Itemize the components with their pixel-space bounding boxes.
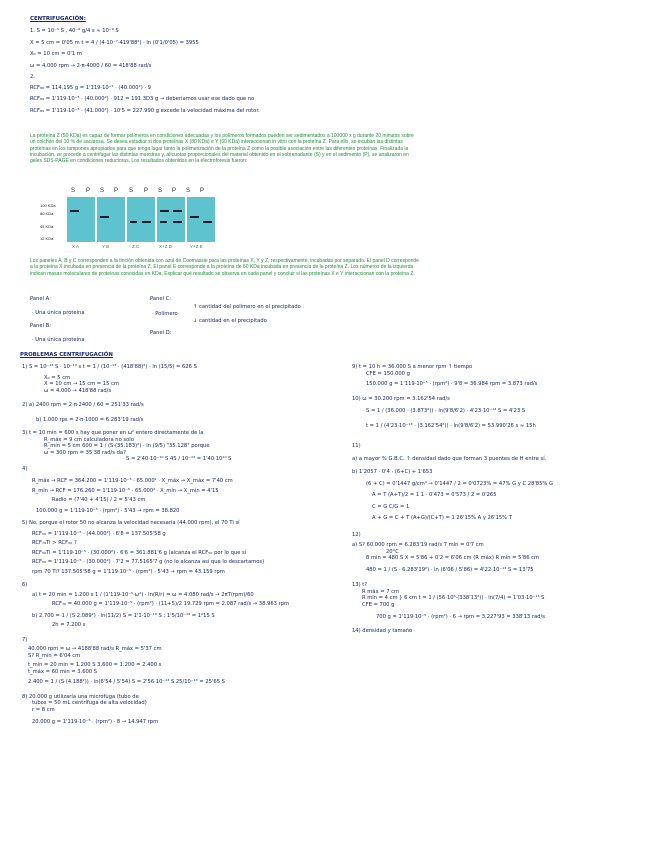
gel-panel-e bbox=[187, 197, 215, 242]
work-line: 6) bbox=[22, 582, 28, 588]
top-line: 1. S = 10⁻⁵ S , 40⁻⁹ g/4 s ≈ 10⁻⁹ S bbox=[30, 28, 119, 34]
work-line: a) a mayor % G.B.C. ↑ densidad dado que forman 3 puentes de H entre sí. bbox=[352, 455, 547, 462]
work-line: a) t = 20 min = 1.200 s 1 / (1'119·10⁻⁵·ω²) · ln(R/r) = ω = 4.080 rad/s → 2πT(rpm)/60 bbox=[32, 591, 254, 598]
work-line: R_máx → RCF = 364.200 = 1'119·10⁻⁵ · 65.000² · X_máx → X_máx = 7'40 cm bbox=[32, 478, 233, 484]
work-line: 9) t = 10 h = 36.000 S a menor rpm ↑ tiempo bbox=[352, 364, 473, 370]
gel-band bbox=[203, 221, 212, 223]
work-line: RCF₇₀ = 40.000 g = 1'119·10⁻⁵ · (rpm²) · (11+5)/2 19.729 rpm = 2.087 rad/s → 38.963 rpm bbox=[52, 601, 290, 607]
left-column bbox=[22, 364, 342, 726]
work-line: ω = 4.000 → 418'88 rad/s bbox=[44, 387, 112, 394]
mw-marker: 100 KDa bbox=[40, 203, 56, 208]
work-line: 14) densidad y tamaño bbox=[352, 627, 413, 634]
work-line: ω = 300 rpm = 35'38 rad/s da? bbox=[44, 449, 126, 456]
right-column bbox=[352, 364, 642, 634]
panel-note: Panel C: bbox=[150, 296, 172, 302]
work-line: X₀ = 5 cm bbox=[44, 374, 71, 381]
work-line: t = 1 / (4'23·10⁻¹³ · (3.162'54²)) · ln(9'8/6'2) = 53.990'26 s ≈ 15h bbox=[366, 422, 536, 429]
gel-band bbox=[190, 216, 199, 218]
lane-header: S bbox=[71, 188, 76, 194]
gel-panel-c bbox=[127, 197, 155, 242]
top-line: X = 5 cm = 0'05 m t = 4 / (4·10⁻⁷·419'88²) · ln (0'1/0'05) = 3955 bbox=[30, 39, 199, 46]
work-line: X = 10 cm → 15 cm = 15 cm bbox=[44, 381, 119, 387]
lane-header: S bbox=[129, 188, 134, 194]
work-line: 12) bbox=[352, 531, 361, 538]
work-line: A + G = C + T (A+G)/(C+T) = 1 26'15% A y 26'15% T bbox=[372, 515, 512, 521]
gel-band bbox=[173, 210, 182, 212]
work-line: S? R_mín = 6'04 cm bbox=[28, 652, 81, 659]
work-line: 700 g = 1'119·10⁻⁵ · (rpm²) · 6 → rpm = 3.227'93 = 338'13 rad/s bbox=[376, 614, 545, 620]
work-line: Radio = (7'40 + 4'15) / 2 = 5'43 cm bbox=[52, 497, 146, 503]
section-header: CENTRIFUGACIÓN: bbox=[30, 16, 86, 22]
work-line: tubos = 50 mL centrífuga de alta velocidad) bbox=[32, 700, 147, 706]
gel-band bbox=[160, 210, 169, 212]
mw-marker: 80 KDa bbox=[40, 211, 54, 216]
work-line: A = T (A+T)/2 = 1 1 · 0'473 = 0'573 / 2 = 0'265 bbox=[372, 492, 497, 498]
work-line: 11) bbox=[352, 443, 361, 449]
top-line: 2. bbox=[30, 74, 35, 80]
mw-marker: 45 KDa bbox=[40, 224, 54, 229]
work-line: CFE = 700 g bbox=[362, 601, 395, 608]
work-line: 2) a) 2400 rpm = 2·π·2400 / 60 = 251'33 rad/s bbox=[22, 402, 144, 408]
problem-statement-2: Los paneles A, B y C corresponden a la tinción obtenida con azul de Coomassie para las proteínas X, Y y Z, respectivamente, incubadas por separado. El panel D corresponde a la proteína X incubada en presencia de la proteína Z. El panel E corresponde a la proteína de 60 KDa incubada en presencia de la proteína Z. Los números de la izquierda indican masas moleculares de proteínas conocidas en KDa. Explicar qué resultado se observa en cada panel y concluir si las proteínas X e Y interaccionan con la proteína Z. bbox=[30, 258, 419, 277]
lane-header: S bbox=[100, 188, 105, 194]
panel-label: Z C bbox=[132, 244, 140, 249]
work-line: a) S? 60.000 rpm = 6.283'19 rad/s 7 min = 0'7 cm bbox=[352, 542, 484, 548]
top-line: RCF₈₀ = 1'119·10⁻⁵ · (40.000²) · 912 = 191.3D3 g → deberíamos usar ese dado que no bbox=[30, 96, 255, 102]
work-line: rpm 70 Ti? 137.505'58 g = 1'119·10⁻⁵ · (rpm²) · 5'43 → rpm = 43.159 rpm bbox=[32, 568, 225, 575]
work-line: RCF₇₀Ti > RCF₅₀ ? bbox=[32, 540, 77, 546]
problems-title: PROBLEMAS CENTRIFUGACIÓN bbox=[20, 352, 113, 358]
top-line: X₀ = 10 cm = 0'1 m bbox=[30, 51, 82, 57]
work-line: 2.400 = 1 / (S·(4.188²)) · ln(6'54 / 5'54) S = 2'56·10⁻¹³ S 25/10⁻¹³ = 25'65 S bbox=[28, 679, 225, 685]
gel-band bbox=[130, 221, 137, 223]
work-line: b) 2.700 = 1 / (S·2.089²) · ln(11/2) S = 1'1·10⁻¹³ S ; 1'5/10⁻¹³ = 1⁶15 S bbox=[32, 612, 215, 619]
gel-band bbox=[142, 221, 151, 223]
panel-note: ↑ cantidad del polímero en el precipitado bbox=[193, 304, 301, 310]
work-line: 150.000 g = 1'119·10⁻⁵ · (rpm²) · 9'8 = 36.984 rpm = 3.873 rad/s bbox=[366, 381, 538, 387]
lane-header: S bbox=[186, 188, 191, 194]
work-line: 100.000 g = 1'119·10⁻⁵ · (rpm²) · 5'43 → rpm = 38.820 bbox=[36, 507, 180, 514]
work-line: S = 1 / (36.000 · (3.873²)) · ln(9'8/6'2) · 4'23·10⁻¹³ S = 4'23 S bbox=[366, 408, 526, 414]
gel-panel-a bbox=[67, 197, 95, 242]
work-line: CFE = 150.000 g bbox=[366, 370, 410, 377]
top-line: ω = 4.000 rpm → 2·π·4000 / 60 = 418'88 rad/s bbox=[30, 62, 152, 69]
work-line: 4) bbox=[22, 465, 28, 472]
gel-band bbox=[100, 216, 109, 218]
work-line: (6 + C) = 0'1447 g/cm³ → 0'1447 / 2 = 0'0723% = 47% G y C 28'85% G bbox=[366, 480, 553, 487]
problem-statement: La proteína Z (50 KDa) es capaz de formar polímeros en condiciones adecuadas y los polímeros formados pueden ser sedimentados a 100000 x g durante 20 minutos sobre un colchón del 10 % de sacarosa. Se desea estudiar si dos proteínas X (80 KDa) e Y (60 KDa) interaccionan in vitro con la proteína Z. Para ello, se incuban las distintas proteínas en los tampones apropiados para que tenga lugar tanto la polimerización de la proteína Z como la posible asociación entre las diferentes proteínas. Finalizada la incubación, se procede a centrifugar las distintas muestras y, alícuotas proporcionales del material obtenido en el sobrenadante (S) y en el sedimento (P), se analizaron en geles SDS-PAGE en condiciones reductoras. Los resultados obtenidos en la electroforesis fueron: bbox=[30, 133, 414, 164]
work-line: r = 8 cm bbox=[32, 706, 55, 713]
lane-header: P bbox=[144, 188, 149, 194]
work-line: 20°C bbox=[386, 548, 399, 555]
top-line: RCF₈₀ = 114,195 g = 1'119·10⁻⁵ · (40.000²) · 9 bbox=[30, 84, 151, 91]
gel-panel-d bbox=[157, 197, 185, 242]
work-line: t_máx = 60 min = 3.600 S bbox=[28, 668, 98, 675]
work-line: 5) No, porque el rotor 50 no alcanza la velocidad necesaria (44.000 rpm), el 70 Ti sí bbox=[22, 520, 240, 526]
work-line: 1) S = 10⁻¹³ S · 10⁻¹³ s t = 1 / (10⁻¹³ · (418'88)²) · ln (15/5) = 626 S bbox=[22, 364, 197, 370]
top-line: RCF₈₀ = 1'119·10⁻⁵ · (41.000²) · 10'5 = 227.990 g excede la velocidad máxima del rotor. bbox=[30, 107, 260, 114]
work-line: RCF₅₀Ti = 1'119·10⁻⁵ · (30.000²) · 6'6 = 361.881'6 g (alcanza el RCF₅₀ por lo que sí bbox=[32, 549, 247, 556]
work-line: C = G C/G = 1 bbox=[372, 503, 410, 510]
work-line: RCF₅₀ = 1'119·10⁻⁵ · (30.000²) · 7'2 = 77.5165'7 g (no lo alcanza así que lo descartamos) bbox=[32, 559, 265, 565]
work-line: S = 2'40·10⁻¹⁰ S 4S / 10⁻¹³ = 1'40·10¹⁰ S bbox=[126, 456, 232, 462]
gel-band bbox=[160, 221, 167, 223]
panel-label: X+Z D bbox=[159, 244, 172, 249]
panel-note: Panel B: bbox=[30, 323, 51, 329]
work-line: 10) ω = 30.200 rpm = 3.162'54 rad/s bbox=[352, 395, 450, 402]
work-line: b) 1.000 rps = 2·π·1000 = 6.283'19 rad/s bbox=[36, 416, 144, 423]
work-line: 13) t? bbox=[352, 582, 368, 588]
panel-note: · Una única proteína bbox=[32, 310, 85, 316]
work-line: R_mín → RCF = 176.260 = 1'119·10⁻⁵ · 65.000² · X_mín → X_mín = 4'15 bbox=[32, 487, 219, 494]
gel-band bbox=[173, 221, 182, 223]
work-line: R_máx = 9 cm calculadora no solo bbox=[44, 436, 134, 443]
lane-header: P bbox=[200, 188, 205, 194]
panel-note: · Una única proteína bbox=[32, 337, 85, 343]
lane-header: P bbox=[172, 188, 177, 194]
work-line: 480 = 1 / (S · 6.283'19²) · ln (6'06 / 5'86) = 4'22·10⁻¹³ S = 13'75 bbox=[366, 566, 534, 573]
mw-marker: 12 KDa bbox=[40, 236, 54, 241]
panel-label: X A bbox=[72, 244, 80, 249]
lane-header: P bbox=[86, 188, 91, 194]
gel-band bbox=[70, 210, 79, 212]
work-line: RCF₅₀ = 1'119·10⁻⁵ · (44.000²) · 6'8 = 137.505'58 g bbox=[32, 530, 166, 537]
gel-panel-b bbox=[97, 197, 125, 242]
panel-label: Y+Z E bbox=[190, 244, 203, 249]
work-line: 40.000 rpm = ω → 4188'88 rad/s R_máx = 5'37 cm bbox=[28, 646, 162, 652]
work-line: R mín = 4 cm } 6 cm t = 1 / (56·10⁶·(338'13²)) · ln(7/4) = 1'03·10⁻¹³ S bbox=[362, 595, 545, 601]
panel-note: Panel A: bbox=[30, 296, 51, 302]
top-worked-block bbox=[30, 28, 260, 114]
work-line: R_mín = 5 cm 600 = 1 / (S·(35.183)²) · ln (9/5) "35.128" porque bbox=[44, 443, 210, 449]
work-line: 20.000 g = 1'119·10⁻⁵ · (rpm²) · 8 → 14.947 rpm bbox=[32, 719, 159, 725]
work-line: 2h = 7.200 s bbox=[52, 622, 86, 628]
lane-header: S bbox=[158, 188, 163, 194]
work-line: 3) t = 10 min = 600 s hay que poner en ω² entero directamente de la bbox=[22, 430, 204, 436]
panel-note: · Polímero bbox=[152, 311, 178, 317]
work-line: b) 1'2057 · 0'4 · (6+C) + 1'653 bbox=[352, 469, 433, 475]
work-line: t_mín = 20 min = 1.200 S 3.600 = 1.200 = 2.400 s bbox=[28, 662, 162, 668]
panel-label: Y B bbox=[102, 244, 110, 249]
work-line: 8 min = 480 S X = 5'86 + 0'2 = 6'06 cm (R máx) R mín = 5'86 cm bbox=[366, 555, 540, 561]
work-line: 7) bbox=[22, 636, 28, 643]
work-line: 8) 20.000 g utilizaría una microfuga (tubo de bbox=[22, 693, 139, 700]
sds-page-gel bbox=[40, 188, 220, 254]
lane-header: P bbox=[114, 188, 119, 194]
panel-note: Panel D: bbox=[150, 330, 172, 336]
panel-note: ↓ cantidad en el precipitado bbox=[193, 318, 267, 324]
work-line: R máx = 7 cm bbox=[362, 588, 400, 595]
